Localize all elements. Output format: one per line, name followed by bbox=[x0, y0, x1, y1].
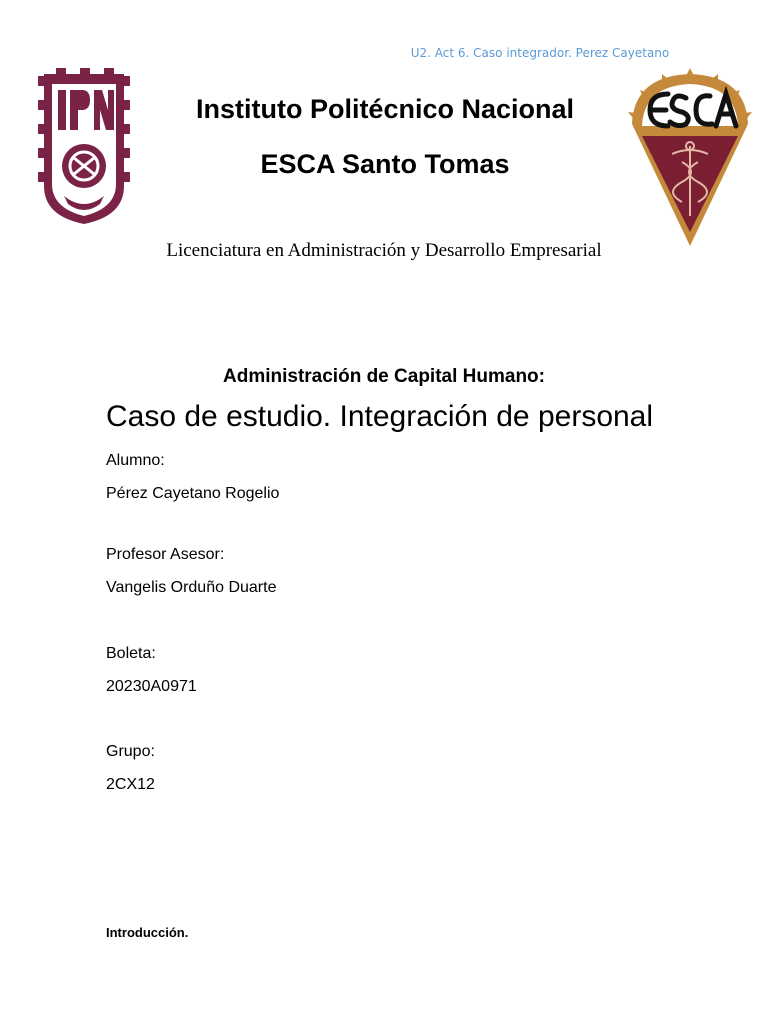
student-label: Alumno: bbox=[106, 452, 165, 469]
advisor-label: Profesor Asesor: bbox=[106, 546, 225, 563]
boleta-label: Boleta: bbox=[106, 645, 156, 662]
subject-heading: Administración de Capital Humano: bbox=[223, 366, 545, 387]
degree-program: Licenciatura en Administración y Desarrollo Empresarial bbox=[166, 240, 602, 261]
student-value: Pérez Cayetano Rogelio bbox=[106, 485, 280, 502]
esca-logo bbox=[624, 66, 756, 248]
case-study-title: Caso de estudio. Integración de personal bbox=[106, 400, 654, 433]
school-title: ESCA Santo Tomas bbox=[260, 149, 510, 179]
introduction-heading: Introducción. bbox=[106, 925, 189, 940]
running-header: U2. Act 6. Caso integrador. Perez Cayetano bbox=[410, 46, 670, 60]
ipn-logo bbox=[34, 66, 134, 226]
group-label: Grupo: bbox=[106, 743, 155, 760]
boleta-value: 20230A0971 bbox=[106, 678, 197, 695]
advisor-value: Vangelis Orduño Duarte bbox=[106, 579, 277, 596]
institution-title: Instituto Politécnico Nacional bbox=[195, 94, 575, 124]
group-value: 2CX12 bbox=[106, 776, 155, 793]
